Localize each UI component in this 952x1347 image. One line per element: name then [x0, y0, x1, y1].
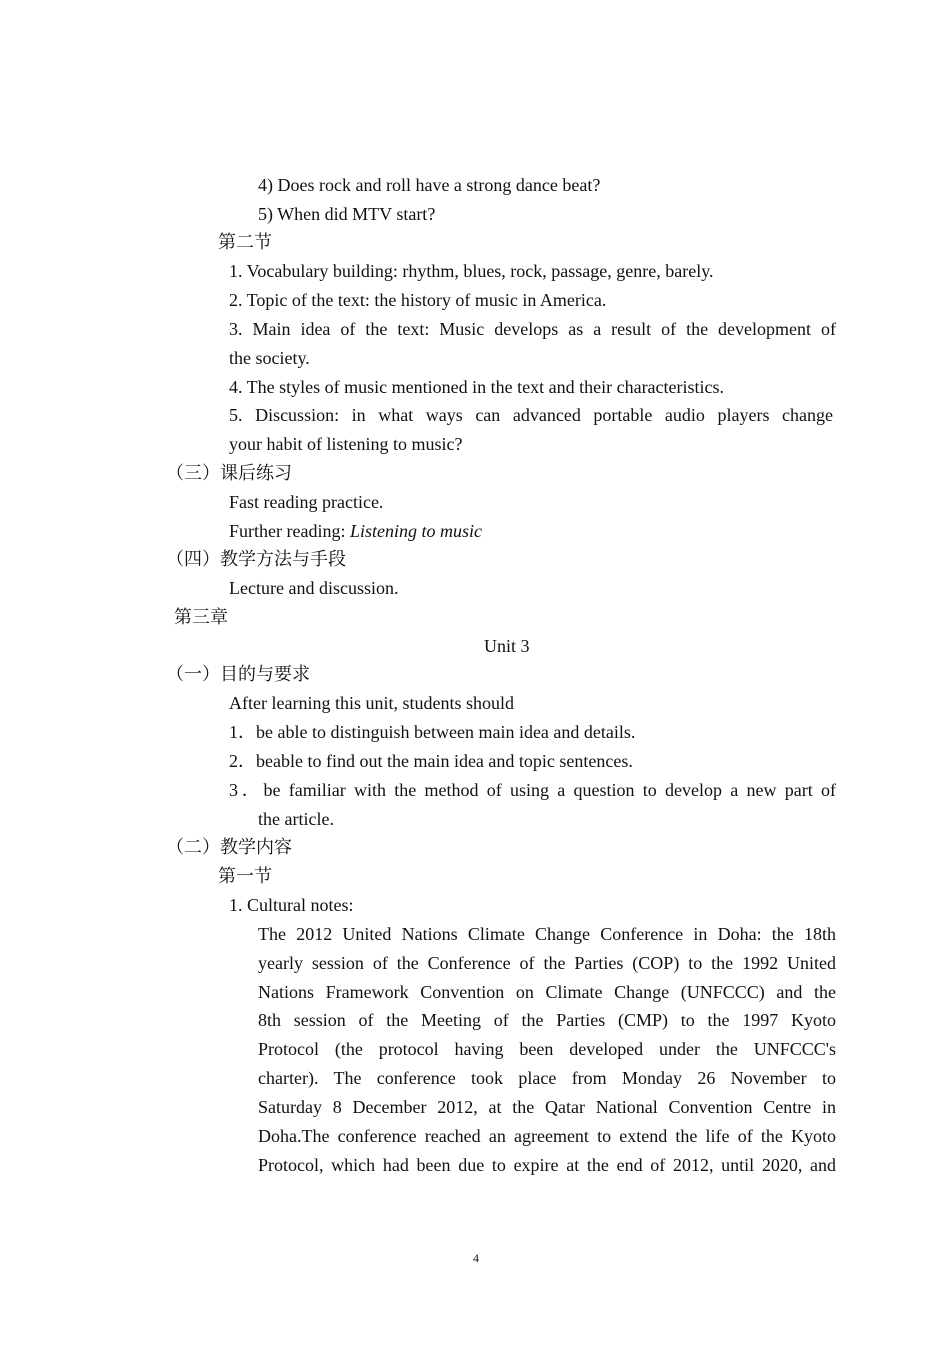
objective-1: 1．be able to distinguish between main idea and details.	[229, 722, 636, 742]
objective-2: 2．beable to find out the main idea and topic sentences.	[229, 751, 633, 771]
unit-title: Unit 3	[484, 636, 530, 656]
paragraph-line: Nations Framework Convention on Climate Change (UNFCCC) and the	[258, 982, 836, 1002]
question-4: 4) Does rock and roll have a strong dance beat?	[258, 175, 601, 195]
list-item-discussion-cont: your habit of listening to music?	[229, 434, 463, 454]
list-item-topic: 2. Topic of the text: the history of music in America.	[229, 290, 607, 310]
objectives-intro: After learning this unit, students should	[229, 693, 514, 713]
paragraph-line: Protocol, which had been due to expire at the end of 2012, until 2020, and	[258, 1155, 836, 1175]
methods-heading: （四）教学方法与手段	[166, 549, 346, 569]
further-reading-text	[229, 519, 482, 543]
paragraph-line: yearly session of the Conference of the Parties (COP) to the 1992 United	[258, 953, 836, 973]
paragraph-line: Protocol (the protocol having been developed under the UNFCCC's	[258, 1039, 836, 1059]
objectives-heading: （一）目的与要求	[166, 664, 310, 684]
chapter-heading: 第三章	[174, 607, 228, 627]
list-item-main-idea: 3. Main idea of the text: Music develops as a result of the development of	[229, 319, 836, 339]
paragraph-line: The 2012 United Nations Climate Change Conference in Doha: the 18th	[258, 924, 836, 944]
cultural-notes-label: 1. Cultural notes:	[229, 895, 354, 915]
objective-3-cont: the article.	[258, 809, 334, 829]
further-reading-title: Listening to music	[349, 521, 482, 541]
objective-3: 3．be familiar with the method of using a question to develop a new part of	[229, 780, 836, 800]
further-reading-label: Further reading:	[229, 521, 350, 541]
methods-text: Lecture and discussion.	[229, 578, 399, 598]
section-heading-2: 第二节	[218, 232, 272, 252]
paragraph-line: Saturday 8 December 2012, at the Qatar National Convention Centre in	[258, 1097, 836, 1117]
paragraph-line: 8th session of the Meeting of the Parties (CMP) to the 1997 Kyoto	[258, 1010, 836, 1030]
fast-reading-text: Fast reading practice.	[229, 492, 384, 512]
question-5: 5) When did MTV start?	[258, 204, 436, 224]
page-number: 4	[473, 1251, 479, 1265]
list-item-styles: 4. The styles of music mentioned in the text and their characteristics.	[229, 377, 725, 397]
list-item-vocabulary: 1. Vocabulary building: rhythm, blues, rock, passage, genre, barely.	[229, 261, 714, 281]
content-heading: （二）教学内容	[166, 837, 292, 857]
paragraph-line: Doha.The conference reached an agreement to extend the life of the Kyoto	[258, 1126, 836, 1146]
section-heading-1: 第一节	[218, 866, 272, 886]
paragraph-line: charter). The conference took place from Monday 26 November to	[258, 1068, 836, 1088]
list-item-discussion: 5. Discussion: in what ways can advanced portable audio players change	[229, 405, 833, 425]
exercises-heading: （三）课后练习	[166, 463, 292, 483]
list-item-main-idea-cont: the society.	[229, 348, 310, 368]
